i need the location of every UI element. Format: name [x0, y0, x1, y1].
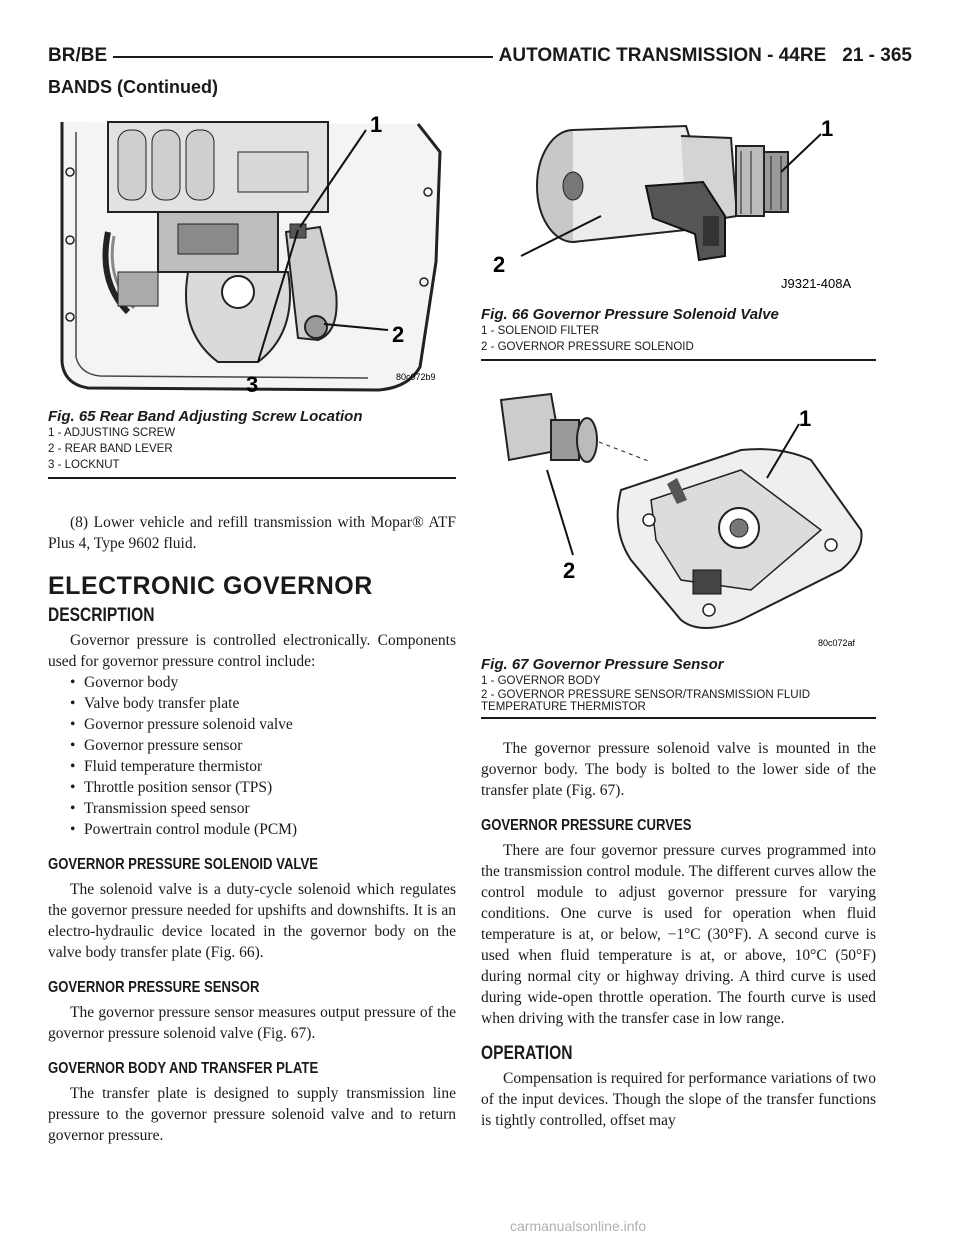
- list-item: • Throttle position sensor (TPS): [70, 777, 456, 798]
- step-8: (8) Lower vehicle and refill transmission with Mopar® ATF Plus 4, Type 9602 fluid.: [48, 514, 456, 552]
- fig67-title: Fig. 67 Governor Pressure Sensor: [481, 656, 724, 673]
- fig66-callout-2: 2: [493, 252, 506, 277]
- fig67-item-2: 2 - GOVERNOR PRESSURE SENSOR/TRANSMISSION FLUID TEMPERATURE THERMISTOR: [481, 689, 811, 713]
- rear-band-adjusting-screw-illustration: [48, 112, 456, 404]
- heading-operation: OPERATION: [481, 1043, 573, 1064]
- fig67-callout-2: 2: [563, 558, 576, 583]
- fig66-code: J9321-408A: [781, 276, 852, 291]
- heading-pressure-curves: GOVERNOR PRESSURE CURVES: [481, 817, 692, 834]
- list-item: • Transmission speed sensor: [70, 798, 456, 819]
- list-item: • Powertrain control module (PCM): [70, 819, 456, 840]
- list-item: • Valve body transfer plate: [70, 693, 456, 714]
- header-section: [493, 44, 912, 68]
- governor-pressure-solenoid-illustration: [481, 106, 876, 302]
- heading-description: DESCRIPTION: [48, 605, 155, 626]
- body-paragraph: The transfer plate is designed to supply transmission line pressure to the governor pressure solenoid valve and to return governor pressure.: [48, 1085, 456, 1144]
- header-section-title: AUTOMATIC TRANSMISSION - 44RE: [498, 45, 827, 66]
- component-list: [48, 672, 456, 840]
- fig65-callout-3: 3: [246, 372, 259, 397]
- sensor-paragraph: The governor pressure sensor measures output pressure of the governor pressure solenoid valve (Fig. 67).: [48, 1004, 456, 1042]
- heading-pressure-sensor: GOVERNOR PRESSURE SENSOR: [48, 979, 260, 996]
- fig65-item-2: 2 - REAR BAND LEVER: [48, 443, 173, 455]
- fig65-callout-1: 1: [370, 112, 383, 137]
- fig66-rule: [481, 359, 876, 361]
- fig65-item-3: 3 - LOCKNUT: [48, 459, 120, 471]
- heading-solenoid-valve: GOVERNOR PRESSURE SOLENOID VALVE: [48, 856, 318, 873]
- fig67-code: 80c072af: [818, 638, 856, 648]
- fig67-item-1: 1 - GOVERNOR BODY: [481, 675, 601, 687]
- section-heading-electronic-governor: ELECTRONIC GOVERNOR: [48, 572, 373, 600]
- list-item: • Fluid temperature thermistor: [70, 756, 456, 777]
- governor-pressure-sensor-illustration: [481, 380, 876, 652]
- fig65-rule: [48, 477, 456, 479]
- fig65-callout-2: 2: [392, 322, 405, 347]
- figure-66: [481, 106, 876, 361]
- list-item: • Governor pressure solenoid valve: [70, 714, 456, 735]
- left-column: [48, 512, 456, 1146]
- list-item: • Governor pressure sensor: [70, 735, 456, 756]
- fig65-title: Fig. 65 Rear Band Adjusting Screw Location: [48, 408, 363, 425]
- fig67-callout-1: 1: [799, 406, 812, 431]
- heading-body-transfer-plate: GOVERNOR BODY AND TRANSFER PLATE: [48, 1060, 319, 1077]
- mount-paragraph: The governor pressure solenoid valve is mounted in the governor body. The body is bolted to the lower side of the transfer plate (Fig. 67).: [481, 740, 876, 799]
- continued-heading: BANDS (Continued): [48, 77, 218, 97]
- fig67-rule: [481, 717, 876, 719]
- fig66-title: Fig. 66 Governor Pressure Solenoid Valve: [481, 306, 779, 323]
- fig65-code: 80c072b9: [396, 372, 436, 382]
- figure-67: [481, 380, 876, 719]
- fig66-item-2: 2 - GOVERNOR PRESSURE SOLENOID: [481, 341, 694, 353]
- right-column: [481, 738, 876, 1131]
- operation-paragraph: Compensation is required for performance variations of two of the input devices. Though the slope of the transfer functions is tightly controlled, offset may: [481, 1070, 876, 1129]
- fig66-item-1: 1 - SOLENOID FILTER: [481, 325, 600, 337]
- figure-65: [48, 112, 456, 479]
- header-model: BR/BE: [48, 44, 113, 68]
- curves-paragraph: There are four governor pressure curves programmed into the transmission control module. The different curves allow the control module to adjust governor pressure for varying conditions. One curve is used for operation when fluid temperature is at, or below, −1°C (30°F). A second curve is used when fluid temperature is at, or above, 10°C (50°F) during normal city or highway driving. A third curve is used during wide-open throttle operation. The fourth curve is used when driving with the transfer case in low range.: [481, 842, 876, 1027]
- description-paragraph: Governor pressure is controlled electronically. Components used for governor pressure control include:: [48, 632, 456, 670]
- header-page-number: 21 - 365: [842, 45, 912, 66]
- fig66-callout-1: 1: [821, 116, 834, 141]
- list-item: • Governor body: [70, 672, 456, 693]
- solenoid-paragraph: The solenoid valve is a duty-cycle solenoid which regulates the governor pressure needed for upshifts and downshifts. It is an electro-hydraulic device located in the governor body on the valve body transfer plate (Fig. 66).: [48, 881, 456, 961]
- page-header: [48, 44, 912, 74]
- fig65-item-1: 1 - ADJUSTING SCREW: [48, 427, 176, 439]
- watermark: carmanualsonline.info: [510, 1218, 647, 1234]
